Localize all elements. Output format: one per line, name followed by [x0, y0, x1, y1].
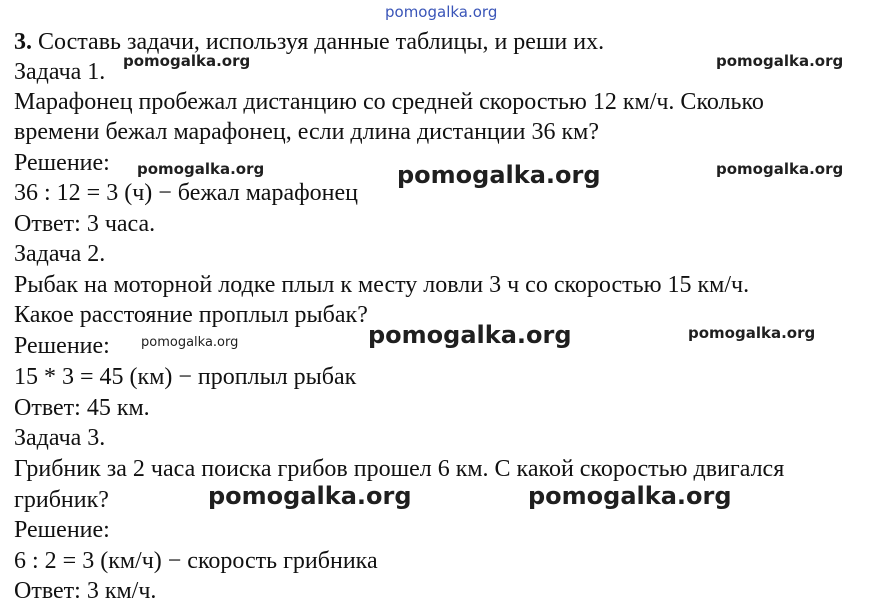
answer: Ответ: 3 часа. [14, 211, 156, 237]
solution-label: Решение: [14, 150, 110, 176]
solution-label: Решение: [14, 333, 110, 359]
watermark: pomogalka.org [137, 160, 265, 178]
task-text: Грибник за 2 часа поиска грибов прошел 6 км. С какой скоростью двигался [14, 456, 785, 482]
answer: Ответ: 3 км/ч. [14, 578, 157, 604]
watermark: pomogalka.org [528, 482, 732, 510]
solution-expression: 6 : 2 = 3 (км/ч) − скорость грибника [14, 548, 378, 574]
watermark: pomogalka.org [716, 52, 844, 70]
task-title: Задача 3. [14, 425, 106, 451]
task-text: Марафонец пробежал дистанцию со средней скоростью 12 км/ч. Сколько [14, 89, 764, 115]
task-text: грибник? [14, 487, 109, 513]
solution-expression: 15 * 3 = 45 (км) − проплыл рыбак [14, 364, 357, 390]
watermark: pomogalka.org [123, 52, 251, 70]
task-text: Какое расстояние проплыл рыбак? [14, 302, 368, 328]
watermark: pomogalka.org [141, 335, 239, 350]
exercise-instruction: Составь задачи, используя данные таблицы, и реши их. [32, 29, 605, 55]
watermark: pomogalka.org [688, 324, 816, 342]
watermark: pomogalka.org [397, 161, 601, 189]
task-title: Задача 2. [14, 241, 106, 267]
watermark: pomogalka.org [368, 321, 572, 349]
watermark-top: pomogalka.org [385, 3, 498, 21]
solution-label: Решение: [14, 517, 110, 543]
watermark: pomogalka.org [208, 482, 412, 510]
task-text: времени бежал марафонец, если длина дистанции 36 км? [14, 119, 599, 145]
task-text: Рыбак на моторной лодке плыл к месту ловли 3 ч со скоростью 15 км/ч. [14, 272, 750, 298]
answer: Ответ: 45 км. [14, 395, 150, 421]
exercise-heading [14, 27, 604, 57]
solution-expression: 36 : 12 = 3 (ч) − бежал марафонец [14, 180, 358, 206]
exercise-number: 3. [14, 29, 32, 55]
task-title: Задача 1. [14, 59, 106, 85]
watermark: pomogalka.org [716, 160, 844, 178]
